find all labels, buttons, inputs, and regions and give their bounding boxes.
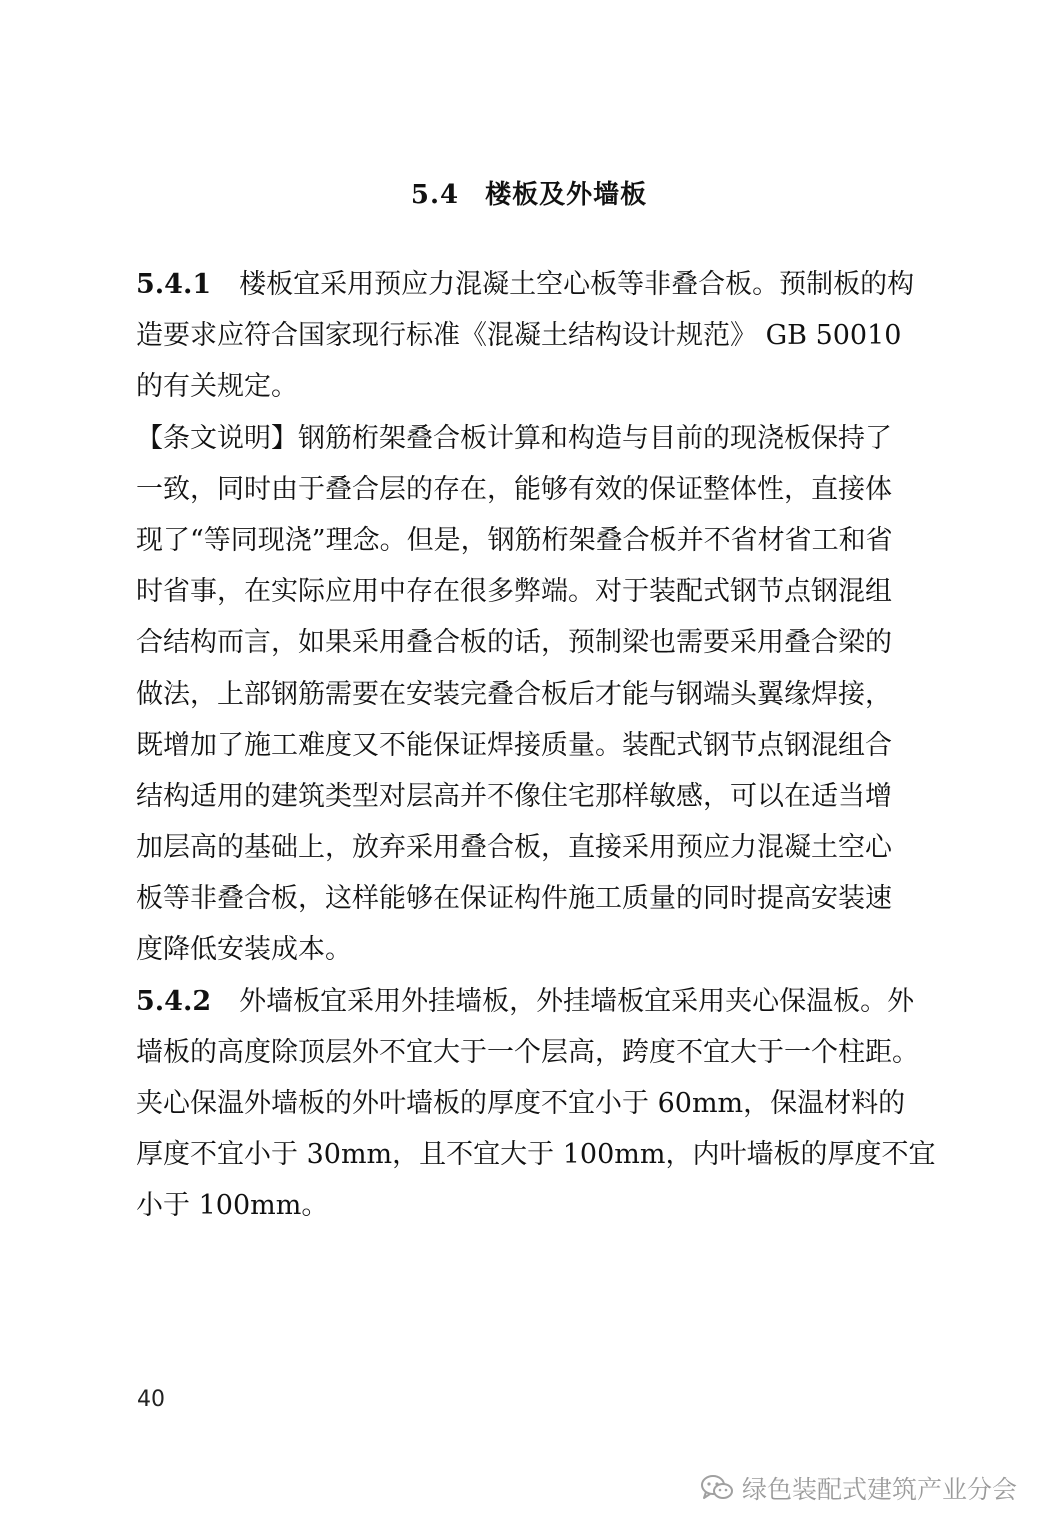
commentary-line: 合结构而言，如果采用叠合板的话，预制梁也需要采用叠合梁的 (136, 627, 892, 659)
clause-5-4-2-line: 夹心保温外墙板的外叶墙板的厚度不宜小于 60mm，保温材料的 (136, 1088, 906, 1119)
clause-5-4-2-line: 墙板的高度除顶层外不宜大于一个层高，跨度不宜大于一个柱距。 (136, 1036, 919, 1068)
watermark (700, 1470, 1017, 1506)
body-text (136, 259, 936, 1232)
commentary-line: 度降低安装成本。 (136, 934, 352, 966)
clause-5-4-2-line: 小于 100mm。 (136, 1190, 329, 1222)
clause-5-4-1-line: 5.4.1 楼板宜采用预应力混凝土空心板等非叠合板。预制板的构 (136, 269, 915, 300)
clause-5-4-2-line: 5.4.2 外墙板宜采用外挂墙板，外挂墙板宜采用夹心保温板。外 (136, 985, 915, 1017)
section-title: 楼板及外墙板 (485, 180, 648, 210)
commentary-line: 现了“等同现浇”理念。但是，钢筋桁架叠合板并不省材省工和省 (136, 524, 893, 556)
clause-5-4-1-line: 的有关规定。 (136, 371, 298, 403)
commentary-line: 【条文说明】钢筋桁架叠合板计算和构造与目前的现浇板保持了 (136, 422, 892, 454)
wechat-icon (700, 1473, 734, 1503)
clause-5-4-1-line: 造要求应符合国家现行标准《混凝土结构设计规范》 GB 50010 (136, 320, 902, 352)
commentary-line: 做法，上部钢筋需要在安装完叠合板后才能与钢端头翼缘焊接， (136, 678, 892, 710)
commentary-line: 结构适用的建筑类型对层高并不像住宅那样敏感，可以在适当增 (136, 780, 892, 812)
clause-number: 5.4.2 (136, 985, 212, 1017)
clause-number: 5.4.1 (136, 269, 212, 300)
commentary-line: 一致，同时由于叠合层的存在，能够有效的保证整体性，直接体 (136, 473, 892, 505)
commentary-line: 加层高的基础上，放弃采用叠合板，直接采用预应力混凝土空心 (136, 832, 892, 864)
commentary-line: 板等非叠合板，这样能够在保证构件施工质量的同时提高安装速 (136, 883, 892, 915)
watermark-text: 绿色装配式建筑产业分会 (742, 1475, 1018, 1504)
clause-5-4-2-line: 厚度不宜小于 30mm，且不宜大于 100mm，内叶墙板的厚度不宜 (136, 1139, 936, 1171)
commentary-line: 既增加了施工难度又不能保证焊接质量。装配式钢节点钢混组合 (136, 729, 892, 761)
section-heading (0, 174, 1058, 211)
section-number: 5.4 (410, 180, 460, 210)
page-number: 40 (137, 1387, 165, 1412)
commentary-line: 时省事，在实际应用中存在很多弊端。对于装配式钢节点钢混组 (136, 576, 892, 608)
